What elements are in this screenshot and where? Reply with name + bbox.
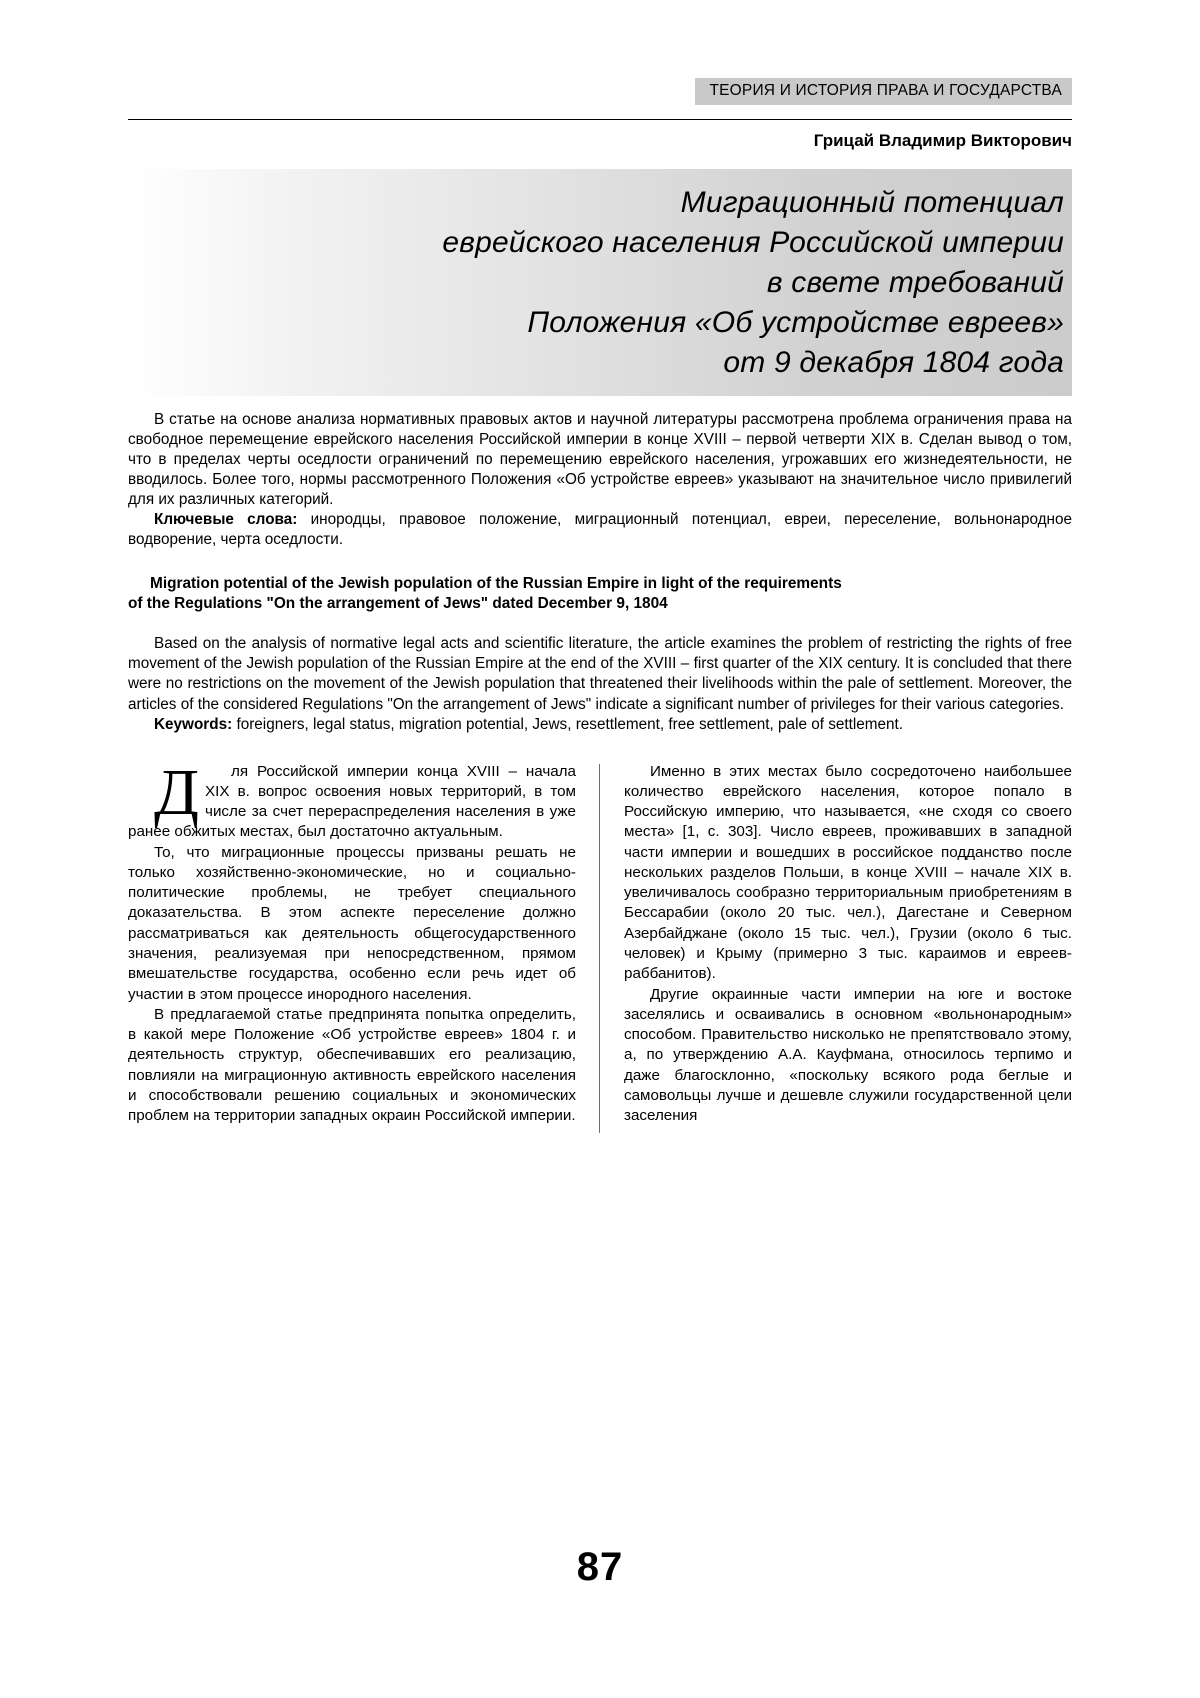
author-name: Грицай Владимир Викторович — [813, 131, 1072, 150]
body-right-paragraph-2: Другие окраинные части империи на юге и востоке заселялись и осваивались в основном «вольнонародным» способом. Правительство нисколько не препятствовало этому, а, по утверждению А.А. Кауфмана, относилось терпимо и даже благосклонно, «поскольку всякого рода беглые и самовольцы лучше и дешевле служили государственной цели заселения — [624, 985, 1072, 1125]
keywords-english-list: foreigners, legal status, migration potential, Jews, resettlement, free settlement, pale of settlement. — [236, 716, 904, 734]
body-column-right — [600, 762, 1072, 1127]
header-rule — [128, 119, 1072, 120]
title-line-2: еврейского населения Российской империи — [442, 225, 1064, 259]
title-line-4: Положения «Об устройстве евреев» — [527, 305, 1064, 339]
title-english-line-2: of the Regulations "On the arrangement of Jews" dated December 9, 1804 — [128, 595, 668, 613]
drop-cap: Д — [154, 755, 200, 829]
abstract-russian — [128, 410, 1072, 550]
keywords-english — [128, 715, 1072, 735]
abstract-english — [128, 634, 1072, 736]
title-line-3: в свете требований — [766, 265, 1064, 299]
body-left-paragraph-1-text: ля Российской империи конца XVIII – начала XIX в. вопрос освоения новых территорий, в том числе за счет перераспределения населения в уже ранее обжитых местах, был достаточно актуальным. — [128, 762, 576, 841]
abstract-english-text: Based on the analysis of normative legal acts and scientific literature, the article examines the problem of restricting the rights of free movement of the Jewish population of the Russian Empire at the end of the XVIII – first quarter of the XIX century. It is concluded that there were no restrictions on the movement of the Jewish population that threatened their livelihoods within the pale of settlement. Moreover, the articles of the considered Regulations "On the arrangement of Jews" indicate a significant number of privileges for their various categories. — [128, 634, 1072, 713]
title-block — [128, 169, 1072, 396]
title-line-1: Миграционный потенциал — [680, 186, 1064, 219]
page-number: 87 — [576, 1545, 624, 1589]
title-english — [128, 574, 1072, 615]
column-divider — [599, 764, 600, 1133]
body-right-paragraph-1: Именно в этих местах было сосредоточено наибольшее количество еврейского населения, которое попало в Российскую империю, что называется, «не сходя со своего места» [1, с. 303]. Число евреев, проживавших в западной части империи и вошедших в российское подданство после нескольких разделов Польши, в конце XVIII – начале XIX в. увеличивалось сообразно территориальным приобретениям в Бессарабии (около 20 тыс. чел.), Дагестане и Северном Азербайджане (около 15 тыс. чел.), Грузии (около 6 тыс. человек) и Крыму (примерно 3 тыс. караимов и евреев-раббанитов). — [624, 762, 1072, 983]
page-content — [128, 78, 1072, 1127]
body-left-paragraph-1 — [128, 755, 576, 843]
body-left-paragraph-3: В предлагаемой статье предпринята попытка определить, в какой мере Положение «Об устройстве евреев» 1804 г. и деятельность структур, обеспечивавших его реализацию, повлияли на миграционную активность еврейского населения и способствовали решению социальных и экономических проблем на территории западных окраин Российской империи. — [128, 1005, 576, 1125]
running-head-container — [128, 78, 1072, 105]
body-columns — [128, 755, 1072, 1127]
abstract-russian-text: В статье на основе анализа нормативных правовых актов и научной литературы рассмотрена проблема ограничения права на свободное перемещение еврейского населения Российской империи в конце XVIII – первой четверти XIX в. Сделан вывод о том, что в пределах черты оседлости ограничений по перемещению еврейского населения, угрожавших его жизнедеятельности, не вводилось. Более того, нормы рассмотренного Положения «Об устройстве евреев» указывают на значительное число привилегий для их различных категорий. — [128, 411, 1072, 509]
keywords-russian-label: Ключевые слова: — [154, 511, 298, 529]
title-english-line-1: Migration potential of the Jewish population of the Russian Empire in light of the requirements — [150, 575, 842, 593]
keywords-english-label: Keywords: — [154, 716, 233, 734]
keywords-russian-list: инородцы, правовое положение, миграционный потенциал, евреи, переселение, вольнонародное водворение, черта оседлости. — [128, 511, 1073, 549]
running-head: ТЕОРИЯ И ИСТОРИЯ ПРАВА И ГОСУДАРСТВА — [695, 78, 1072, 105]
body-left-paragraph-2: То, что миграционные процессы призваны решать не только хозяйственно-экономические, но и социально-политические проблемы, не требует специального доказательства. В этом аспекте переселение должно рассматриваться как деятельность общегосударственного значения, реализуемая при непосредственном, прямом вмешательстве государства, особенно если речь идет об участии в этом процессе инородного населения. — [128, 843, 576, 1003]
title-line-5: от 9 декабря 1804 года — [723, 345, 1064, 379]
keywords-russian — [128, 510, 1072, 550]
body-column-left — [128, 755, 600, 1127]
